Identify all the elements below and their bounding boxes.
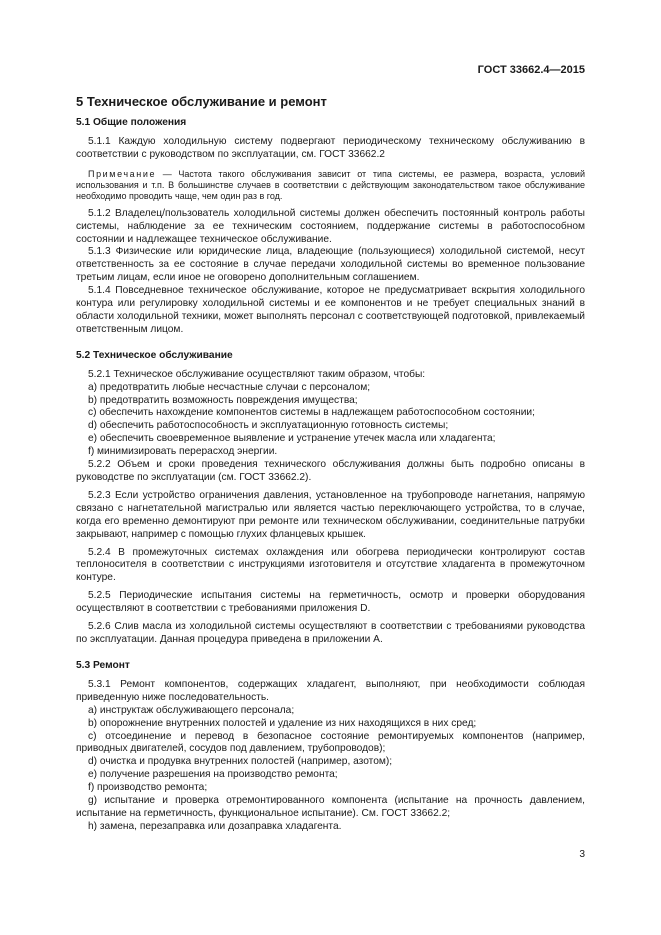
note-label: Примечание xyxy=(88,168,157,179)
list-item: е) обеспечить своевременное выявление и устранение утечек масла или хладагента; xyxy=(88,433,496,445)
paragraph-5-2-3: 5.2.3 Если устройство ограничения давления, установленное на трубопроводе нагнетания, напрямую связано с нагнетательной магистралью или является частью переключающего устройства, то в случае, когда его временно демонтируют при ремонте или техническом обслуживании, соединительные патрубки закрывают, например с помощью глухих фланцевых крышек. xyxy=(76,489,585,540)
subsection-5-3-title: 5.3 Ремонт xyxy=(76,659,130,671)
paragraph-5-2-2: 5.2.2 Объем и сроки проведения технического обслуживания должны быть подробно описаны в руководстве по эксплуатации (см. ГОСТ 33662.2). xyxy=(76,459,585,484)
paragraph-5-2-4: 5.2.4 В промежуточных системах охлаждения или обогрева периодически контролируют состав теплоносителя в соответствии с инструкциями изготовителя и отсутствие хладагента в промежуточном контуре. xyxy=(76,546,585,584)
paragraph-5-2-5: 5.2.5 Периодические испытания системы на герметичность, осмотр и проверки оборудования осуществляют в соответствии с требованиями приложения D. xyxy=(76,590,585,615)
page-number: 3 xyxy=(579,849,585,860)
list-item: g) испытание и проверка отремонтированного компонента (испытание на прочность давлением, испытание на герметичность, функциональное испытание). См. ГОСТ 33662.2; xyxy=(76,795,585,819)
paragraph-5-3-1: 5.3.1 Ремонт компонентов, содержащих хладагент, выполняют, при необходимости соблюдая приведенную ниже последовательность. xyxy=(76,678,585,703)
paragraph-5-1-4: 5.1.4 Повседневное техническое обслуживание, которое не предусматривает вскрытия холодильного контура или регулировку холодильной системы и ее компонентов и не требует специальных знаний в области холодильной техники, может выполнять персонал с соответствующей подготовкой, привлекаемый ответственным лицом. xyxy=(76,285,585,335)
list-item: b) опорожнение внутренних полостей и удаление из них находящихся в них сред; xyxy=(88,717,477,729)
list-item: а) предотвратить любые несчастные случаи с персоналом; xyxy=(88,381,371,393)
paragraph-5-1-2: 5.1.2 Владелец/пользователь холодильной системы должен обеспечить постоянный контроль работы системы, наблюдение за ее техническим состоянием, поддержание системы в работоспособном состоянии и надлежащее техническое обслуживание. xyxy=(76,207,585,245)
list-item: f) производство ремонта; xyxy=(88,782,208,794)
subsection-5-2-title: 5.2 Техническое обслуживание xyxy=(76,349,233,361)
list-item: f) минимизировать перерасход энергии. xyxy=(88,446,278,458)
content-area xyxy=(76,94,585,834)
section-5-title: 5 Техническое обслуживание и ремонт xyxy=(76,94,327,109)
subsection-5-1-title: 5.1 Общие положения xyxy=(76,117,187,128)
note xyxy=(76,169,585,203)
paragraph-5-2-6: 5.2.6 Слив масла из холодильной системы осуществляют в соответствии с требованиями руководства по эксплуатации. Данная процедура приведена в приложении А. xyxy=(76,621,585,645)
list-item: d) очистка и продувка внутренних полостей (например, азотом); xyxy=(88,756,393,768)
list-item: с) отсоединение и перевод в безопасное состояние ремонтируемых компонентов (например, приводных двигателей, сосудов под давлением, трубопроводов); xyxy=(76,730,585,755)
list-item: b) предотвратить возможность повреждения имущества; xyxy=(88,394,358,406)
list-item: d) обеспечить работоспособность и эксплуатационную готовность системы; xyxy=(88,420,449,432)
list-item: с) обеспечить нахождение компонентов системы в надлежащем работоспособном состоянии; xyxy=(88,407,535,419)
list-item: а) инструктаж обслуживающего персонала; xyxy=(88,704,295,716)
list-item: е) получение разрешения на производство ремонта; xyxy=(88,769,338,781)
list-item: h) замена, перезаправка или дозаправка хладагента. xyxy=(88,820,342,832)
paragraph-5-2-1: 5.2.1 Техническое обслуживание осуществляют таким образом, чтобы: xyxy=(88,368,426,380)
paragraph-5-1-1: 5.1.1 Каждую холодильную систему подвергают периодическому техническому обслуживанию в соответствии с руководством по эксплуатации, см. ГОСТ 33662.2 xyxy=(76,136,585,160)
standard-header: ГОСТ 33662.4—2015 xyxy=(477,64,585,76)
paragraph-5-1-3: 5.1.3 Физические или юридические лица, владеющие (пользующиеся) холодильной системой, несут ответственность за ее состояние в случае передачи холодильной системы во временное пользование третьим лицам, если иное не оговорено дополнительным соглашением. xyxy=(76,246,585,284)
note-text: — Частота такого обслуживания зависит от типа системы, ее размера, возраста, условий использования и т.п. В большинстве случаев в соответствии с действующим законодательством такое обслуживание необходимо проводить чаще, чем один раз в год. xyxy=(76,168,585,202)
